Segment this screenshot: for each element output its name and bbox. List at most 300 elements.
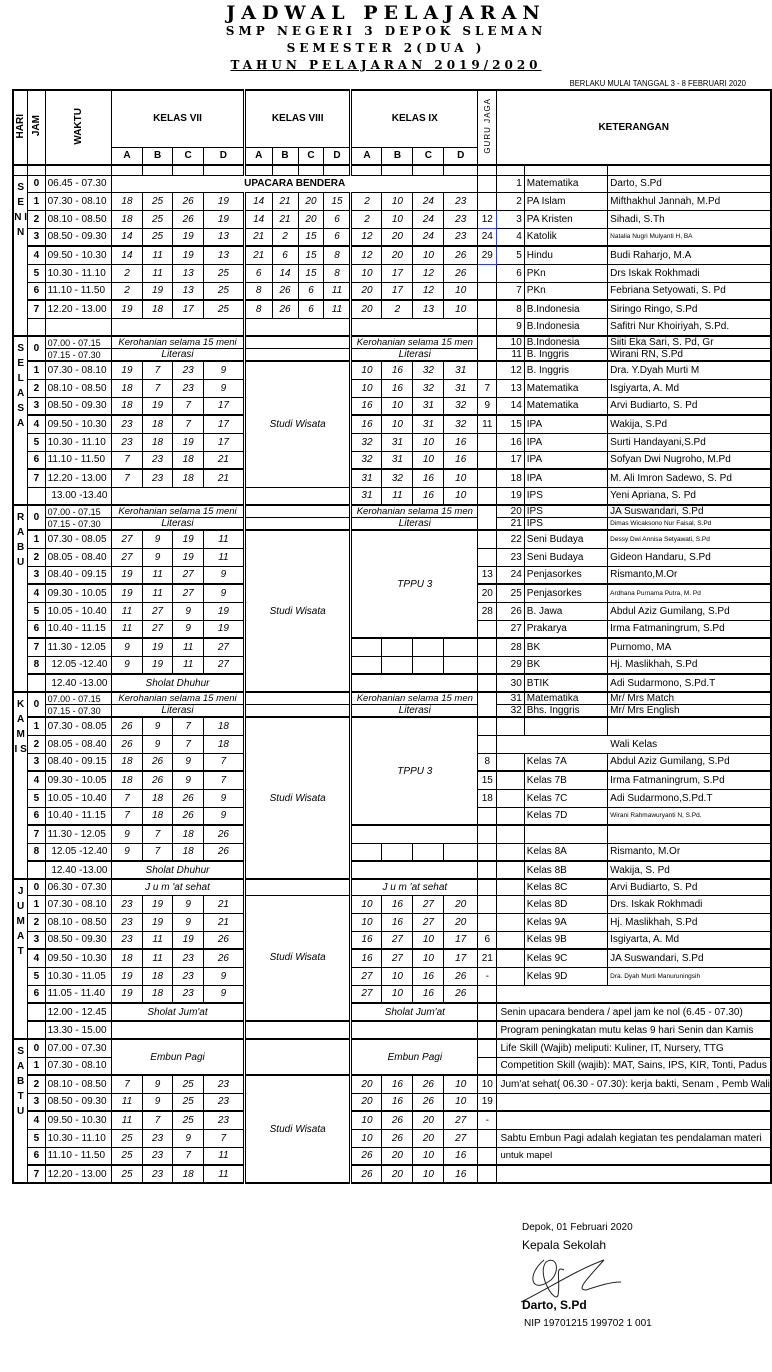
class-teacher-code: 26: [173, 807, 204, 825]
table-row: [13, 1129, 771, 1147]
jam-number: 3: [28, 1093, 45, 1111]
guru-jaga: [478, 843, 497, 861]
wali-kelas: Kelas 7D: [524, 807, 607, 825]
class-teacher-code: 13: [203, 246, 244, 264]
class-teacher-code: 16: [413, 985, 444, 1003]
table-row: [13, 717, 771, 735]
class-teacher-code: 9: [173, 1129, 204, 1147]
table-row: [13, 895, 771, 913]
guru-jaga: [478, 451, 497, 469]
empty-cell: [497, 931, 524, 949]
guru-jaga: [478, 674, 497, 692]
class-teacher-code: 19: [173, 548, 204, 566]
header-sub-class: C: [298, 147, 324, 165]
empty-cell: [244, 487, 351, 505]
teacher-subject: IPA: [524, 415, 607, 433]
teacher-no: 8: [497, 300, 524, 318]
table-row: [13, 931, 771, 949]
teacher-name: Safitri Nur Khoiriyah, S.Pd.: [608, 318, 771, 336]
class-teacher-code: 14: [112, 228, 143, 246]
class-teacher-code: 32: [351, 433, 382, 451]
class-teacher-code: 23: [112, 415, 143, 433]
kerohanian: Kerohanian selama 15 men: [351, 505, 478, 518]
class-teacher-code: 11: [112, 1093, 143, 1111]
time-slot: 10.30 - 11.10: [45, 1129, 112, 1147]
guru-jaga: [478, 487, 497, 505]
class-teacher-code: 11: [142, 246, 173, 264]
jam-number: 5: [28, 967, 45, 985]
class-teacher-code: 9: [203, 379, 244, 397]
class-teacher-code: 19: [203, 620, 244, 638]
class-teacher-code: 11: [112, 602, 143, 620]
class-teacher-code: 20: [351, 1075, 382, 1093]
class-teacher-code: 20: [351, 282, 382, 300]
wali-kelas: Kelas 9C: [524, 949, 607, 967]
class-teacher-code: 25: [203, 264, 244, 282]
teacher-name: Mr/ Mrs Match: [608, 692, 771, 705]
empty-cell: [497, 825, 524, 843]
class-teacher-code: 26: [272, 282, 298, 300]
teacher-name: Wakija, S.Pd: [608, 415, 771, 433]
class-teacher-code: 7: [112, 807, 143, 825]
class-teacher-code: 26: [203, 843, 244, 861]
class-teacher-code: 24: [413, 228, 444, 246]
empty-cell: [112, 318, 245, 336]
jam-number: 7: [28, 469, 45, 487]
class-teacher-code: 10: [382, 397, 413, 415]
class-teacher-code: 18: [142, 789, 173, 807]
time-slot: 08.50 - 09.30: [45, 1093, 112, 1111]
guru-jaga: 28: [478, 602, 497, 620]
table-row: [13, 210, 771, 228]
empty-cell: [244, 518, 351, 531]
studi-wisata: Studi Wisata: [244, 1075, 351, 1183]
class-teacher-code: 17: [382, 282, 413, 300]
tppu: TPPU 3: [351, 530, 478, 638]
class-teacher-code: 25: [112, 1165, 143, 1183]
wali-name: Abdul Aziz Gumilang, S.Pd: [608, 753, 771, 771]
class-teacher-code: 24: [413, 210, 444, 228]
empty-cell: [244, 505, 351, 518]
class-teacher-code: 19: [203, 602, 244, 620]
time-slot: 07.00 - 07.30: [45, 1039, 112, 1057]
class-teacher-code: 9: [173, 602, 204, 620]
class-teacher-code: 23: [203, 1111, 244, 1129]
empty-cell: [478, 318, 497, 336]
class-teacher-code: 19: [142, 397, 173, 415]
class-teacher-code: 23: [173, 967, 204, 985]
signature-nip: NIP 19701215 199702 1 001: [524, 1318, 652, 1329]
teacher-subject: Bhs. Inggris: [524, 705, 607, 718]
class-teacher-code: 18: [173, 1165, 204, 1183]
table-row: [13, 300, 771, 318]
header-guru-jaga-label: GURU JAGA: [482, 98, 492, 154]
class-teacher-code: 21: [203, 913, 244, 931]
class-teacher-code: 7: [173, 415, 204, 433]
class-teacher-code: 9: [112, 843, 143, 861]
guru-jaga: 21: [478, 949, 497, 967]
jam-number: 6: [28, 1147, 45, 1165]
empty-cell: [244, 1021, 351, 1039]
table-row: [13, 318, 771, 336]
jam-number: 0: [28, 879, 45, 895]
teacher-subject: PKn: [524, 282, 607, 300]
guru-jaga: 7: [478, 379, 497, 397]
class-teacher-code: 15: [298, 246, 324, 264]
class-teacher-code: 9: [173, 771, 204, 789]
jam-number: 0: [28, 1039, 45, 1057]
class-teacher-code: 11: [142, 264, 173, 282]
wali-kelas: Kelas 7A: [524, 753, 607, 771]
class-teacher-code: 20: [444, 895, 478, 913]
class-teacher-code: 7: [112, 1075, 143, 1093]
jam-number: 1: [28, 1057, 45, 1075]
guru-jaga: [478, 433, 497, 451]
class-teacher-code: 32: [382, 469, 413, 487]
title-school: SMP NEGERI 3 DEPOK SLEMAN: [225, 24, 547, 38]
guru-jaga: 8: [478, 753, 497, 771]
guru-jaga: [478, 1039, 497, 1057]
class-teacher-code: 7: [142, 843, 173, 861]
teacher-no: 2: [497, 192, 524, 210]
class-teacher-code: 11: [173, 656, 204, 674]
guru-jaga: [478, 692, 497, 717]
empty-cell: [244, 1039, 351, 1075]
teacher-name: Dimas Wicaksono Nur Faisal, S.Pd: [608, 518, 771, 531]
guru-jaga: [478, 469, 497, 487]
teacher-no: 30: [497, 674, 524, 692]
time-slot: 07.30 - 08.10: [45, 192, 112, 210]
class-teacher-code: 10: [351, 361, 382, 379]
empty-cell: [497, 967, 524, 985]
empty-cell: [497, 879, 524, 895]
table-row: [13, 246, 771, 264]
teacher-subject: PA Kristen: [524, 210, 607, 228]
time-slot: 10.40 - 11.15: [45, 620, 112, 638]
wali-kelas: Kelas 9A: [524, 913, 607, 931]
class-teacher-code: 23: [203, 1093, 244, 1111]
teacher-subject: IPS: [524, 518, 607, 531]
header-jam-label: JAM: [30, 115, 42, 137]
time-slot: 12.00 - 12.45: [45, 1003, 112, 1021]
jam-number: 2: [28, 210, 45, 228]
jam-number: 1: [28, 530, 45, 548]
class-teacher-code: 26: [272, 300, 298, 318]
class-teacher-code: 9: [112, 638, 143, 656]
class-teacher-code: 11: [203, 1147, 244, 1165]
header-kelas-viii: KELAS VIII: [244, 90, 351, 147]
empty-cell: [608, 165, 771, 175]
guru-jaga: [478, 1147, 497, 1165]
teacher-subject: Penjasorkes: [524, 566, 607, 584]
teacher-name: Siiti Eka Sari, S. Pd, Gr: [608, 336, 771, 349]
kerohanian: Kerohanian selama 15 men: [351, 692, 478, 705]
class-teacher-code: 11: [173, 638, 204, 656]
class-teacher-code: 10: [382, 210, 413, 228]
studi-wisata: Studi Wisata: [244, 361, 351, 487]
jam-number: 7: [28, 825, 45, 843]
class-teacher-code: 25: [142, 192, 173, 210]
teacher-no: 16: [497, 433, 524, 451]
class-teacher-code: 27: [382, 949, 413, 967]
class-teacher-code: 16: [382, 895, 413, 913]
class-teacher-code: 31: [413, 415, 444, 433]
class-teacher-code: 23: [444, 228, 478, 246]
class-teacher-code: 17: [382, 264, 413, 282]
class-teacher-code: 32: [351, 451, 382, 469]
jam-number: 6: [28, 807, 45, 825]
teacher-no: 18: [497, 469, 524, 487]
table-row: [13, 843, 771, 861]
teacher-no: 1: [497, 175, 524, 192]
table-row: [13, 656, 771, 674]
guru-jaga: 6: [478, 931, 497, 949]
class-teacher-code: 9: [203, 807, 244, 825]
empty-cell: [497, 1165, 771, 1183]
time-slot: 07.00 - 07.15: [45, 505, 112, 518]
empty-cell: [497, 165, 524, 175]
class-teacher-code: 19: [112, 300, 143, 318]
class-teacher-code: 20: [413, 1129, 444, 1147]
class-teacher-code: 19: [142, 656, 173, 674]
day-jumat: J U M A T: [13, 879, 28, 1039]
note: Life Skill (Wajib) meliputi: Kuliner, IT, Nursery, TTG: [497, 1039, 771, 1057]
class-teacher-code: 9: [203, 584, 244, 602]
empty-cell: [112, 487, 245, 505]
teacher-subject: PKn: [524, 264, 607, 282]
teacher-subject: B.Indonesia: [524, 336, 607, 349]
class-teacher-code: 15: [324, 192, 351, 210]
jam-number: 5: [28, 264, 45, 282]
teacher-name: Mifthakhul Jannah, M.Pd: [608, 192, 771, 210]
class-teacher-code: 10: [351, 379, 382, 397]
class-teacher-code: 21: [203, 451, 244, 469]
jam-number: 7: [28, 300, 45, 318]
empty-cell: [413, 638, 444, 656]
table-row: [13, 451, 771, 469]
class-teacher-code: 17: [444, 931, 478, 949]
empty-cell: [28, 165, 45, 175]
guru-jaga: [478, 530, 497, 548]
class-teacher-code: 26: [382, 1111, 413, 1129]
teacher-subject: Matematika: [524, 692, 607, 705]
class-teacher-code: 16: [351, 415, 382, 433]
jam-number: 1: [28, 361, 45, 379]
class-teacher-code: 31: [444, 379, 478, 397]
empty-cell: [444, 843, 478, 861]
header-sub-class: A: [351, 147, 382, 165]
teacher-no: 10: [497, 336, 524, 349]
guru-jaga: 24: [478, 228, 497, 246]
guru-jaga: [478, 505, 497, 530]
day-senin: S E N I N: [13, 175, 28, 336]
class-teacher-code: 11: [203, 548, 244, 566]
class-teacher-code: 12: [413, 282, 444, 300]
class-teacher-code: 16: [413, 469, 444, 487]
class-teacher-code: 12: [351, 228, 382, 246]
teacher-name: Yeni Apriana, S. Pd: [608, 487, 771, 505]
table-row: [13, 397, 771, 415]
class-teacher-code: 16: [382, 1075, 413, 1093]
teacher-subject: PA Islam: [524, 192, 607, 210]
class-teacher-code: 23: [444, 192, 478, 210]
class-teacher-code: 7: [173, 735, 204, 753]
teacher-name: Irma Fatmaningrum, S.Pd: [608, 620, 771, 638]
time-slot: 07.15 - 07.30: [45, 518, 112, 531]
signature-place-date: Depok, 01 Februari 2020: [522, 1222, 633, 1233]
wali-name: Drs. Iskak Rokhmadi: [608, 895, 771, 913]
wali-name: Adi Sudarmono,S.Pd.T: [608, 789, 771, 807]
guru-jaga: [478, 985, 497, 1003]
title-year: TAHUN PELAJARAN 2019/2020: [230, 58, 542, 72]
day-selasa: S E L A S A: [13, 336, 28, 505]
empty-cell: [351, 674, 478, 692]
empty-cell: [382, 165, 413, 175]
time-slot: 12.40 -13.00: [45, 861, 112, 879]
class-teacher-code: 23: [142, 1165, 173, 1183]
class-teacher-code: 18: [173, 451, 204, 469]
time-slot: 08.10 - 08.50: [45, 1075, 112, 1093]
class-teacher-code: 10: [444, 300, 478, 318]
class-teacher-code: 26: [444, 967, 478, 985]
class-teacher-code: 18: [173, 469, 204, 487]
wali-kelas: Kelas 7C: [524, 789, 607, 807]
literasi: Literasi: [351, 705, 478, 718]
class-teacher-code: 27: [112, 530, 143, 548]
empty-cell: [413, 843, 444, 861]
class-teacher-code: 27: [413, 913, 444, 931]
class-teacher-code: 18: [142, 985, 173, 1003]
jam-number: [28, 674, 45, 692]
day-kamis: K A M I S: [13, 692, 28, 879]
class-teacher-code: 19: [112, 584, 143, 602]
teacher-subject: B. Jawa: [524, 602, 607, 620]
class-teacher-code: 23: [142, 469, 173, 487]
jam-number: 4: [28, 949, 45, 967]
teacher-name: Dessy Dwi Annisa Setyawati, S.Pd: [608, 530, 771, 548]
class-teacher-code: 12: [351, 246, 382, 264]
teacher-name: Febriana Setyowati, S. Pd: [608, 282, 771, 300]
table-row: [13, 469, 771, 487]
class-teacher-code: 7: [142, 379, 173, 397]
class-teacher-code: 11: [324, 282, 351, 300]
empty-cell: [112, 1021, 245, 1039]
class-teacher-code: 19: [142, 282, 173, 300]
time-slot: 09.30 - 10.05: [45, 584, 112, 602]
class-teacher-code: 16: [382, 913, 413, 931]
teacher-subject: Matematika: [524, 175, 607, 192]
class-teacher-code: 25: [112, 1147, 143, 1165]
jam-number: 1: [28, 192, 45, 210]
time-slot: 11.30 - 12.05: [45, 638, 112, 656]
class-teacher-code: 9: [203, 967, 244, 985]
time-slot: 10.30 - 11.05: [45, 967, 112, 985]
time-slot: 12.40 -13.00: [45, 674, 112, 692]
class-teacher-code: 27: [142, 620, 173, 638]
jam-number: 2: [28, 379, 45, 397]
class-teacher-code: 17: [203, 433, 244, 451]
class-teacher-code: 2: [112, 282, 143, 300]
class-teacher-code: 2: [351, 192, 382, 210]
class-teacher-code: 25: [173, 1075, 204, 1093]
table-row: [13, 861, 771, 879]
guru-jaga: [478, 620, 497, 638]
class-teacher-code: 11: [203, 530, 244, 548]
teacher-no: 25: [497, 584, 524, 602]
class-teacher-code: 14: [244, 210, 272, 228]
class-teacher-code: 31: [351, 469, 382, 487]
class-teacher-code: 7: [203, 1129, 244, 1147]
literasi: Literasi: [112, 349, 245, 362]
class-teacher-code: 19: [112, 566, 143, 584]
class-teacher-code: 13: [173, 264, 204, 282]
teacher-name: Siringo Ringo, S.Pd: [608, 300, 771, 318]
time-slot: 12.05 -12.40: [45, 843, 112, 861]
class-teacher-code: 31: [413, 397, 444, 415]
empty-cell: [45, 165, 112, 175]
class-teacher-code: 25: [112, 1129, 143, 1147]
header-sub-class: C: [173, 147, 204, 165]
time-slot: 10.30 - 11.10: [45, 433, 112, 451]
literasi: Literasi: [351, 349, 478, 362]
class-teacher-code: 9: [142, 1075, 173, 1093]
teacher-no: 32: [497, 705, 524, 718]
wali-kelas: Kelas 8D: [524, 895, 607, 913]
class-teacher-code: 16: [444, 451, 478, 469]
guru-jaga: -: [478, 967, 497, 985]
class-teacher-code: 6: [298, 300, 324, 318]
table-row: [13, 487, 771, 505]
time-slot: 08.50 - 09.30: [45, 397, 112, 415]
guru-jaga: [478, 1129, 497, 1147]
class-teacher-code: 25: [173, 1093, 204, 1111]
time-slot: 07.00 - 07.15: [45, 336, 112, 349]
teacher-no: 23: [497, 548, 524, 566]
class-teacher-code: 7: [173, 397, 204, 415]
class-teacher-code: 12: [413, 264, 444, 282]
table-row: [13, 1165, 771, 1183]
class-teacher-code: 7: [142, 361, 173, 379]
class-teacher-code: 25: [203, 282, 244, 300]
jumat-sehat: J u m 'at sehat: [351, 879, 478, 895]
class-teacher-code: 11: [203, 1165, 244, 1183]
time-slot: 08.50 - 09.30: [45, 228, 112, 246]
class-teacher-code: 20: [382, 246, 413, 264]
time-slot: 11.30 - 12.05: [45, 825, 112, 843]
guru-jaga: [478, 717, 497, 735]
header-sub-class: D: [324, 147, 351, 165]
jam-number: [28, 861, 45, 879]
class-teacher-code: 16: [444, 433, 478, 451]
title-semester: SEMESTER 2(DUA ): [286, 41, 486, 55]
empty-cell: [324, 165, 351, 175]
jam-number: 3: [28, 228, 45, 246]
teacher-no: 28: [497, 638, 524, 656]
class-teacher-code: 26: [112, 717, 143, 735]
class-teacher-code: 32: [413, 361, 444, 379]
header-hari: [13, 90, 28, 165]
kerohanian: Kerohanian selama 15 meni: [112, 692, 245, 705]
time-slot: 07.30 - 08.10: [45, 895, 112, 913]
empty-cell: [382, 656, 413, 674]
class-teacher-code: 21: [272, 210, 298, 228]
empty-cell: [351, 1021, 478, 1039]
empty-cell: [351, 825, 478, 843]
header-sub-class: A: [112, 147, 143, 165]
kerohanian: Kerohanian selama 15 men: [351, 336, 478, 349]
teacher-no: 21: [497, 518, 524, 531]
teacher-name: Natalia Nugri Mulyanti H, BA: [608, 228, 771, 246]
